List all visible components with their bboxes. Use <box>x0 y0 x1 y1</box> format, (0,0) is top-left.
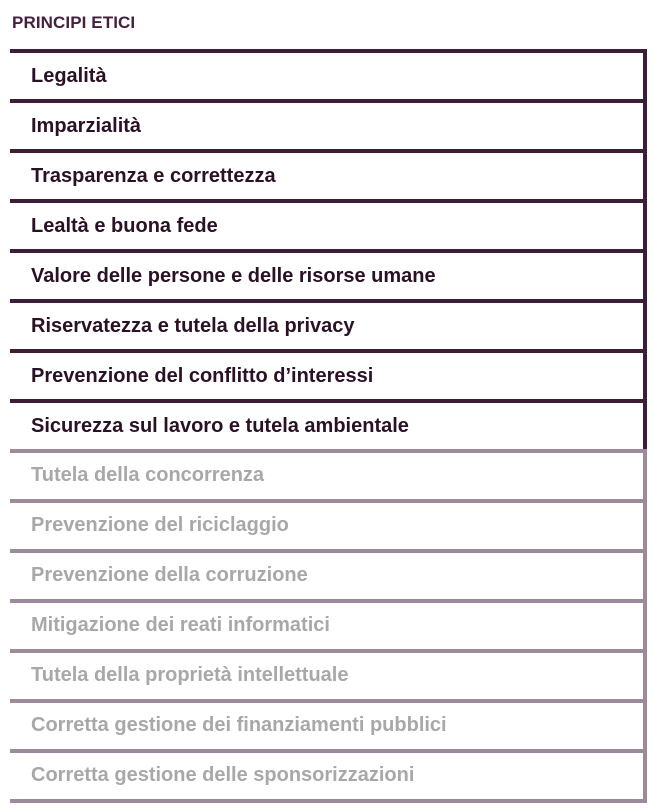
section-title: PRINCIPI ETICI <box>12 13 136 32</box>
principle-label: Sicurezza sul lavoro e tutela ambientale <box>31 415 409 437</box>
principle-row-proprieta-intellettuale <box>10 649 647 699</box>
principle-label: Tutela della concorrenza <box>31 464 265 486</box>
principle-label: Prevenzione della corruzione <box>31 564 308 586</box>
principle-label: Valore delle persone e delle risorse umane <box>31 265 436 287</box>
principle-row-trasparenza <box>10 149 647 199</box>
principle-label: Mitigazione dei reati informatici <box>31 614 330 636</box>
principle-label: Corretta gestione dei finanziamenti pubblici <box>31 714 447 736</box>
principles-list <box>10 49 647 803</box>
principle-row-sponsorizzazioni <box>10 749 647 799</box>
principle-label: Corretta gestione delle sponsorizzazioni <box>31 764 415 786</box>
principle-label: Lealtà e buona fede <box>31 215 218 237</box>
principle-row-legalita <box>10 49 647 99</box>
principle-row-imparzialita <box>10 99 647 149</box>
principle-row-finanziamenti-pubblici <box>10 699 647 749</box>
principle-row-corruzione <box>10 549 647 599</box>
principle-label: Riservatezza e tutela della privacy <box>31 315 355 337</box>
principle-row-riservatezza <box>10 299 647 349</box>
principle-label: Prevenzione del riciclaggio <box>31 514 289 536</box>
principle-row-concorrenza <box>10 449 647 499</box>
principle-row-sicurezza-lavoro <box>10 399 647 449</box>
list-bottom-divider <box>10 799 647 803</box>
principle-label: Tutela della proprietà intellettuale <box>31 664 349 686</box>
principle-label: Trasparenza e correttezza <box>31 165 276 187</box>
principle-label: Prevenzione del conflitto d’interessi <box>31 365 374 387</box>
principle-row-riciclaggio <box>10 499 647 549</box>
principle-row-reati-informatici <box>10 599 647 649</box>
principle-row-lealta <box>10 199 647 249</box>
principle-row-valore-persone <box>10 249 647 299</box>
principle-label: Legalità <box>31 65 107 87</box>
principle-label: Imparzialità <box>31 115 142 137</box>
principle-row-conflitto-interessi <box>10 349 647 399</box>
